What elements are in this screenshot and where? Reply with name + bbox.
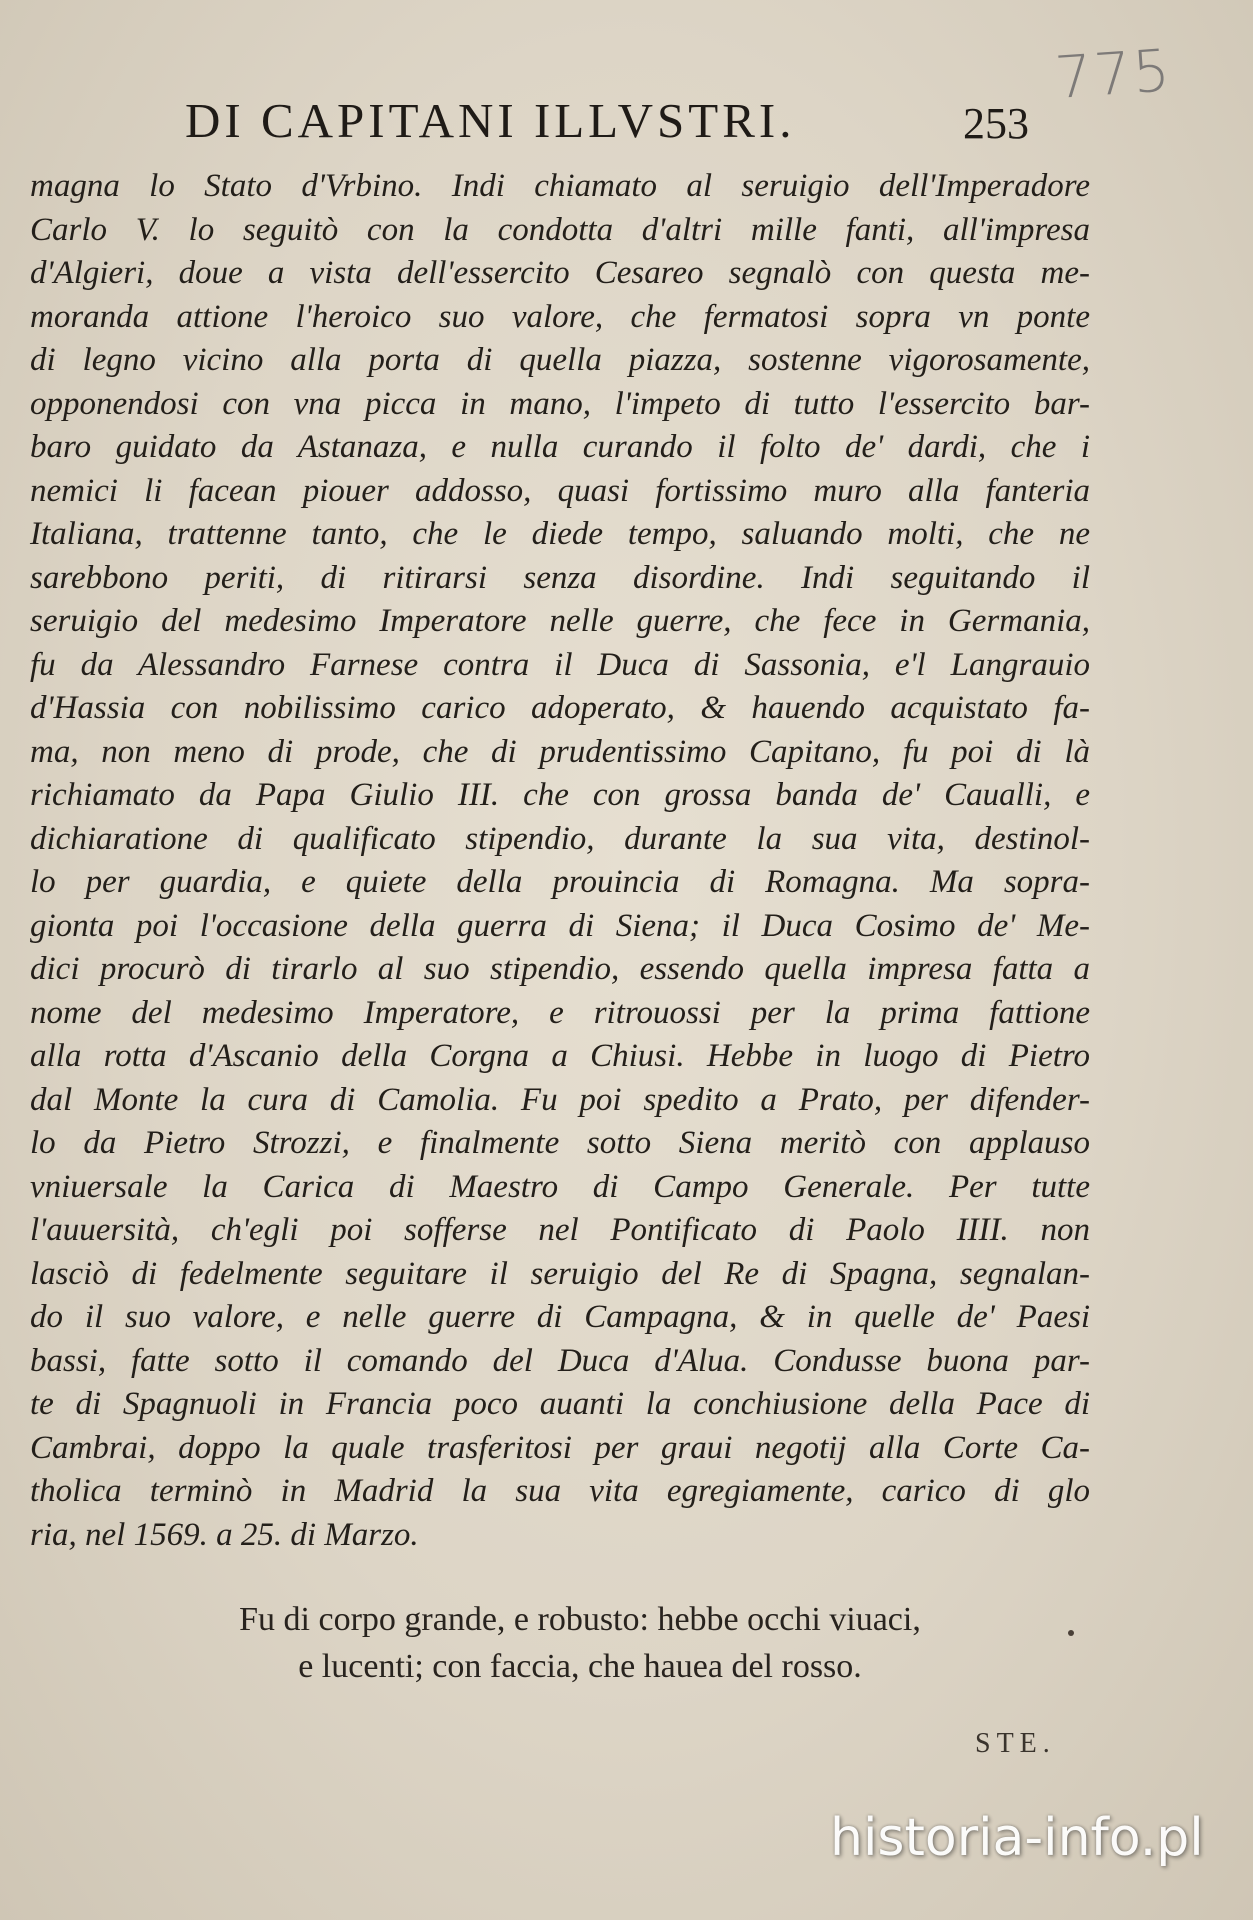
text-line: lo da Pietro Strozzi, e finalmente sotto Siena meritò con applauso bbox=[30, 1125, 1090, 1161]
text-line: dichiaratione di qualificato stipendio, durante la sua vita, destinol- bbox=[30, 820, 1090, 857]
text-line: dal Monte la cura di Camolia. Fu poi spedito a Prato, per difender- bbox=[30, 1081, 1090, 1118]
text-line: magna lo Stato d'Vrbino. Indi chiamato al seruigio dell'Imperadore bbox=[30, 168, 1090, 204]
description-line: e lucenti; con faccia, che hauea del rosso. bbox=[298, 1648, 862, 1685]
text-line: opponendosi con vna picca in mano, l'impeto di tutto l'essercito bar- bbox=[30, 385, 1090, 422]
physical-description bbox=[100, 1596, 1060, 1690]
text-line: Cambrai, doppo la quale trasferitosi per graui negotij alla Corte Ca- bbox=[30, 1429, 1090, 1466]
text-line: ma, non meno di prode, che di prudentissimo Capitano, fu poi di là bbox=[30, 733, 1090, 770]
text-line: tholica terminò in Madrid la sua vita egregiamente, carico di glo bbox=[30, 1473, 1090, 1509]
text-line: richiamato da Papa Giulio III. che con grossa banda de' Caualli, e bbox=[30, 777, 1090, 813]
catchword: STE. bbox=[975, 1728, 1056, 1759]
text-line: lo per guardia, e quiete della prouincia di Romagna. Ma sopra- bbox=[30, 864, 1090, 900]
ink-speck bbox=[1068, 1630, 1074, 1636]
description-line: Fu di corpo grande, e robusto: hebbe occhi viuaci, bbox=[239, 1601, 921, 1638]
text-line: vniuersale la Carica di Maestro di Campo Generale. Per tutte bbox=[30, 1168, 1090, 1205]
text-line: Italiana, trattenne tanto, che le diede tempo, saluando molti, che ne bbox=[30, 516, 1090, 552]
text-line: moranda attione l'heroico suo valore, che fermatosi sopra vn ponte bbox=[30, 298, 1090, 335]
text-line: d'Hassia con nobilissimo carico adoperato, & hauendo acquistato fa- bbox=[30, 690, 1090, 726]
text-line: nemici li facean piouer addosso, quasi fortissimo muro alla fanteria bbox=[30, 472, 1090, 509]
text-line: Carlo V. lo seguitò con la condotta d'altri mille fanti, all'impresa bbox=[30, 211, 1090, 248]
text-line-final: ria, nel 1569. a 25. di Marzo. bbox=[30, 1516, 419, 1553]
text-line: di legno vicino alla porta di quella piazza, sostenne vigorosamente, bbox=[30, 342, 1090, 378]
text-line: te di Spagnuoli in Francia poco auanti la conchiusione della Pace di bbox=[30, 1386, 1090, 1422]
text-line: dici procurò di tirarlo al suo stipendio, essendo quella impresa fatta a bbox=[30, 951, 1090, 987]
text-line: seruigio del medesimo Imperatore nelle guerre, che fece in Germania, bbox=[30, 603, 1090, 639]
text-line: lasciò di fedelmente seguitare il seruigio del Re di Spagna, segnalan- bbox=[30, 1255, 1090, 1292]
text-line: gionta poi l'occasione della guerra di Siena; il Duca Cosimo de' Me- bbox=[30, 907, 1090, 944]
running-header bbox=[185, 92, 1045, 152]
header-title: DI CAPITANI ILLVSTRI. bbox=[185, 93, 796, 148]
text-line: d'Algieri, doue a vista dell'essercito Cesareo segnalò con questa me- bbox=[30, 255, 1090, 291]
handwritten-page-annotation: 775 bbox=[1052, 36, 1174, 112]
text-line: l'auuersità, ch'egli poi sofferse nel Pontificato di Paolo IIII. non bbox=[30, 1212, 1090, 1248]
text-line: nome del medesimo Imperatore, e ritrouossi per la prima fattione bbox=[30, 994, 1090, 1031]
body-text bbox=[30, 165, 1090, 1557]
page-number: 253 bbox=[963, 99, 1029, 148]
text-line: sarebbono periti, di ritirarsi senza disordine. Indi seguitando il bbox=[30, 559, 1090, 596]
text-line: alla rotta d'Ascanio della Corgna a Chiusi. Hebbe in luogo di Pietro bbox=[30, 1038, 1090, 1074]
text-line: bassi, fatte sotto il comando del Duca d'Alua. Condusse buona par- bbox=[30, 1342, 1090, 1379]
text-line: do il suo valore, e nelle guerre di Campagna, & in quelle de' Paesi bbox=[30, 1299, 1090, 1335]
text-line: baro guidato da Astanaza, e nulla curando il folto de' dardi, che i bbox=[30, 429, 1090, 465]
watermark: historia-info.pl bbox=[830, 1808, 1204, 1868]
text-line: fu da Alessandro Farnese contra il Duca di Sassonia, e'l Langrauio bbox=[30, 646, 1090, 683]
